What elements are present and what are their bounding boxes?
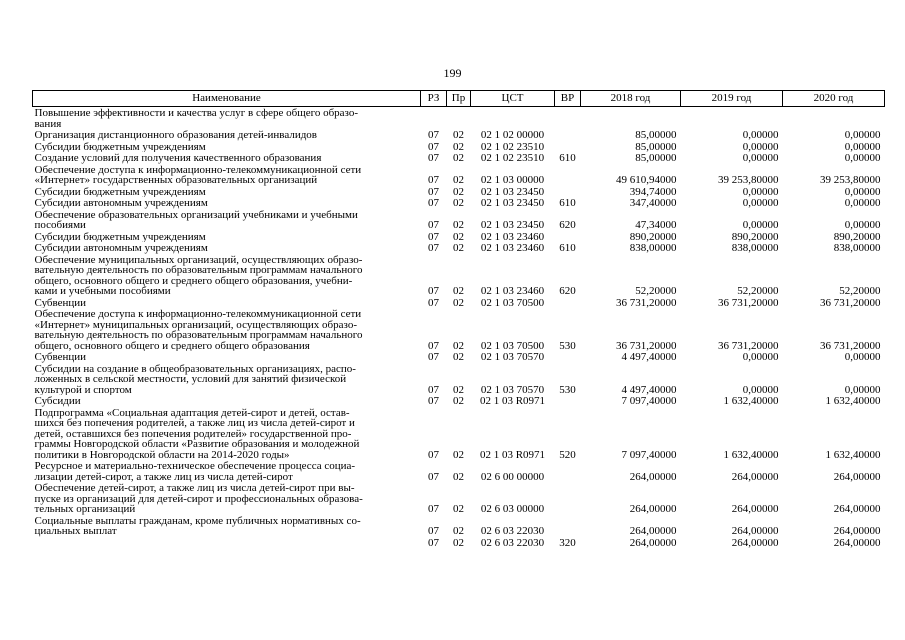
cell-name: Ресурсное и материально-техническое обеспечение процесса социа- лизации детей-сирот, а также лиц из числа детей-сирот [34,460,356,482]
table-row [33,254,885,297]
cell-cst [471,107,555,130]
cell-2019: 0,00000 [742,197,779,209]
cell-vr [555,164,581,186]
cell-pr: 02 [453,185,464,197]
table-row [33,242,885,254]
cell-cst: 02 1 02 00000 [480,129,545,141]
cell-2019: 0,00000 [742,351,779,363]
cell-2019: 1 632,40000 [723,448,779,460]
cell-2019: 0,00000 [742,152,779,164]
table-body [33,107,885,549]
cell-name: Обеспечение детей-сирот, а также лиц из числа детей-сирот при вы- пуске из организаций для детей-сирот и профессиональных образова- тельных организаций [34,482,363,515]
cell-2020: 264,00000 [833,470,881,482]
cell-2018: 36 731,20000 [616,296,677,308]
table-row [33,107,885,130]
table-row [33,231,885,243]
cell-name: Субсидии автономным учреждениям [34,242,208,254]
cell-2020: 264,00000 [833,525,881,537]
cell-name: Обеспечение образовательных организаций учебниками и учебными пособиями [34,208,358,231]
cell-name: Социальные выплаты гражданам, кроме публичных нормативных со- циальных выплат [34,514,361,537]
table-row [33,363,885,396]
cell-2019: 264,00000 [731,525,779,537]
cell-name: Организация дистанционного образования детей-инвалидов [34,129,317,141]
cell-2020: 838,00000 [833,242,881,254]
cell-rz: 07 [428,503,439,515]
cell-rz: 07 [428,185,439,197]
cell-vr [555,460,581,482]
cell-2020: 0,00000 [844,383,881,395]
cell-2018: 85,00000 [635,140,677,152]
cell-pr: 02 [453,230,464,242]
table-row [33,308,885,351]
cell-rz: 07 [428,296,439,308]
cell-name: Субсидии бюджетным учреждениям [34,230,206,242]
cell-name: Субвенции [34,296,87,308]
cell-2019: 264,00000 [731,503,779,515]
cell-pr: 02 [453,339,464,351]
cell-2019: 264,00000 [731,470,779,482]
table-row [33,164,885,186]
cell-pr: 02 [453,503,464,515]
cell-cst: 02 1 03 70570 [480,351,545,363]
cell-rz: 07 [428,140,439,152]
cell-pr: 02 [453,395,464,407]
cell-vr [555,231,581,243]
cell-2018: 85,00000 [635,129,677,141]
cell-rz: 07 [428,470,439,482]
cell-cst: 02 1 03 70500 [480,296,545,308]
header-rz: РЗ [421,91,447,107]
cell-2019: 52,20000 [737,285,779,297]
cell-cst: 02 1 03 23450 [480,197,545,209]
cell-2018: 49 610,94000 [616,174,677,186]
cell-name [33,537,421,549]
cell-cst: 02 1 03 00000 [480,174,545,186]
cell-vr [555,141,581,153]
cell-2019: 890,20000 [731,230,779,242]
cell-pr: 02 [453,285,464,297]
cell-rz: 07 [428,174,439,186]
cell-vr: 320 [559,536,576,548]
cell-pr: 02 [453,448,464,460]
cell-2020: 0,00000 [844,219,881,231]
cell-vr: 530 [559,339,576,351]
table-row [33,537,885,549]
table-row [33,197,885,209]
table-row [33,141,885,153]
cell-rz: 07 [428,351,439,363]
cell-2019: 0,00000 [742,129,779,141]
page-number: 199 [443,66,462,80]
cell-cst: 02 1 03 23450 [480,219,545,231]
cell-name: Обеспечение муниципальных организаций, осуществляющих образо- вательную деятельность по образовательным программам начального общего, основного общего и среднего общего образования, учебни- ками и учебными пособиями [34,253,363,297]
cell-vr: 620 [559,219,576,231]
cell-2020: 0,00000 [844,152,881,164]
table-row [33,515,885,537]
header-2018: 2018 год [581,91,681,107]
cell-pr: 02 [453,525,464,537]
cell-2020: 1 632,40000 [825,395,881,407]
cell-2019: 36 731,20000 [718,339,779,351]
cell-pr: 02 [453,174,464,186]
cell-cst: 02 1 03 23460 [480,285,545,297]
cell-rz: 07 [428,395,439,407]
cell-2020: 264,00000 [833,503,881,515]
cell-cst: 02 6 03 22030 [480,536,545,548]
cell-name: Обеспечение доступа к информационно-телекоммуникационной сети «Интернет» муниципальных организаций, осуществляющих образо- вательную деятельность по образовательным программам начального общего, основного общего и среднего общего образования [34,308,363,351]
cell-cst: 02 1 03 70570 [480,383,545,395]
header-vr: ВР [555,91,581,107]
cell-2018: 7 097,40000 [621,395,677,407]
cell-vr [555,482,581,515]
cell-name: Субсидии [34,395,81,407]
cell-rz: 07 [428,536,439,548]
cell-rz [421,107,447,130]
cell-vr [555,129,581,141]
cell-vr [555,395,581,407]
header-pr: Пр [447,91,471,107]
table-row [33,460,885,482]
cell-cst: 02 1 03 23460 [480,230,545,242]
cell-name: Создание условий для получения качественного образования [34,152,322,164]
cell-rz: 07 [428,383,439,395]
table-row [33,297,885,309]
cell-name: Обеспечение доступа к информационно-телекоммуникационной сети «Интернет» государственных образовательных организаций [34,163,362,186]
cell-pr: 02 [453,296,464,308]
cell-vr [555,107,581,130]
table-row [33,482,885,515]
cell-2020: 0,00000 [844,351,881,363]
cell-2019: 0,00000 [742,185,779,197]
cell-cst: 02 1 02 23510 [480,152,545,164]
cell-pr: 02 [453,351,464,363]
cell-2018: 85,00000 [635,152,677,164]
cell-name: Субсидии на создание в общеобразовательных организациях, распо- ложенных в сельской местности, условий для занятий физической культурой и спортом [34,362,356,395]
cell-2020: 1 632,40000 [825,448,881,460]
cell-2020: 890,20000 [833,230,881,242]
cell-name: Субсидии бюджетным учреждениям [34,185,206,197]
budget-table [32,90,885,548]
cell-rz: 07 [428,197,439,209]
cell-2018: 264,00000 [629,525,677,537]
cell-vr: 610 [559,242,576,254]
cell-vr: 610 [559,197,576,209]
cell-2020: 36 731,20000 [820,296,881,308]
cell-name: Субсидии бюджетным учреждениям [34,140,206,152]
header-2020: 2020 год [783,91,885,107]
cell-2020: 0,00000 [844,140,881,152]
cell-vr: 620 [559,285,576,297]
cell-cst: 02 1 03 R0971 [479,448,546,460]
cell-vr [555,186,581,198]
table-row [33,129,885,141]
cell-pr: 02 [453,152,464,164]
cell-vr: 610 [559,152,576,164]
cell-name: Субсидии автономным учреждениям [34,197,208,209]
cell-rz: 07 [428,242,439,254]
cell-2018 [581,107,681,130]
cell-2019: 1 632,40000 [723,395,779,407]
cell-2018: 890,20000 [629,230,677,242]
cell-2020: 36 731,20000 [820,339,881,351]
header-name: Наименование [33,91,421,107]
header-cst: ЦСТ [471,91,555,107]
cell-pr: 02 [453,140,464,152]
cell-2018: 47,34000 [635,219,677,231]
cell-2020: 264,00000 [833,536,881,548]
cell-2020: 0,00000 [844,197,881,209]
table-row [33,209,885,231]
cell-2018: 838,00000 [629,242,677,254]
cell-rz: 07 [428,230,439,242]
cell-2019: 36 731,20000 [718,296,779,308]
cell-2020: 0,00000 [844,185,881,197]
cell-2020 [783,107,885,130]
cell-2018: 264,00000 [629,536,677,548]
cell-2019: 0,00000 [742,140,779,152]
cell-pr: 02 [453,242,464,254]
cell-2018: 7 097,40000 [621,448,677,460]
table-row [33,407,885,461]
cell-vr [555,297,581,309]
cell-name: Подпрограмма «Социальная адаптация детей-сирот и детей, остав- шихся без попечения родителей, а также лиц из числа детей-сирот и детей, оставшихся без попечения родителей» государственной про- граммы Новгородской области «Развитие образования и молодежной политики в Новгородской области на 2014-2020 годы» [34,406,360,460]
cell-2018: 264,00000 [629,470,677,482]
cell-2018: 394,74000 [629,185,677,197]
cell-2018: 36 731,20000 [616,339,677,351]
table-header-row [33,91,885,107]
cell-cst: 02 6 00 00000 [480,470,545,482]
table-row [33,152,885,164]
table-row [33,351,885,363]
cell-2019: 0,00000 [742,383,779,395]
cell-cst: 02 6 03 00000 [480,503,545,515]
cell-2018: 4 497,40000 [621,383,677,395]
cell-vr: 520 [559,448,576,460]
cell-2019 [681,107,783,130]
cell-name: Субвенции [34,351,87,363]
cell-2018: 52,20000 [635,285,677,297]
cell-rz: 07 [428,129,439,141]
cell-rz: 07 [428,285,439,297]
cell-pr: 02 [453,536,464,548]
cell-cst: 02 1 02 23510 [480,140,545,152]
cell-cst: 02 1 03 70500 [480,339,545,351]
cell-2019: 838,00000 [731,242,779,254]
cell-2019: 39 253,80000 [718,174,779,186]
cell-pr: 02 [453,197,464,209]
cell-name: Повышение эффективности и качества услуг в сфере общего образо- вания [34,107,359,129]
cell-rz: 07 [428,152,439,164]
cell-cst: 02 1 03 R0971 [479,395,546,407]
cell-cst: 02 6 03 22030 [480,525,545,537]
cell-2020: 52,20000 [839,285,881,297]
header-2019: 2019 год [681,91,783,107]
cell-2018: 4 497,40000 [621,351,677,363]
cell-vr [555,515,581,537]
table-row [33,186,885,198]
cell-pr: 02 [453,383,464,395]
cell-rz: 07 [428,219,439,231]
cell-vr: 530 [559,383,576,395]
cell-rz: 07 [428,525,439,537]
cell-rz: 07 [428,448,439,460]
cell-vr [555,351,581,363]
cell-cst: 02 1 03 23450 [480,185,545,197]
cell-rz: 07 [428,339,439,351]
cell-pr: 02 [453,219,464,231]
cell-2019: 0,00000 [742,219,779,231]
cell-pr [447,107,471,130]
cell-2019: 264,00000 [731,536,779,548]
cell-2018: 264,00000 [629,503,677,515]
cell-2020: 0,00000 [844,129,881,141]
cell-cst: 02 1 03 23460 [480,242,545,254]
cell-2020: 39 253,80000 [820,174,881,186]
cell-pr: 02 [453,129,464,141]
table-row [33,395,885,407]
cell-pr: 02 [453,470,464,482]
cell-2018: 347,40000 [629,197,677,209]
